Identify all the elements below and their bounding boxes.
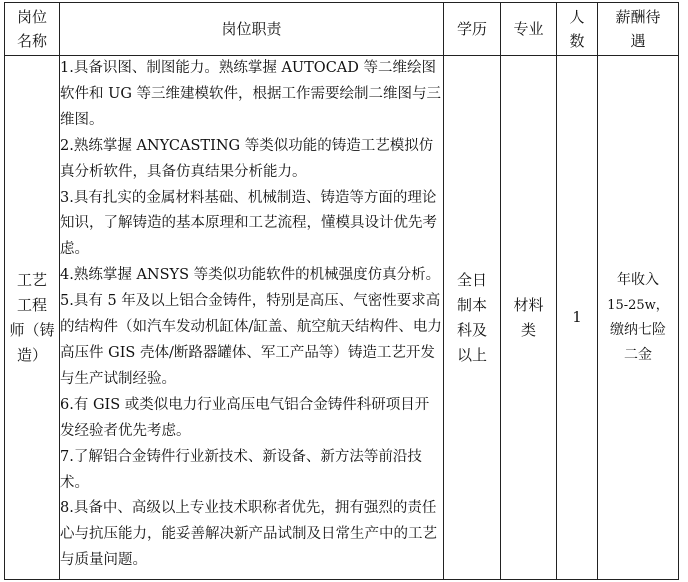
salary-line-1: 年收入 xyxy=(617,271,659,288)
duty-item-1: 1.具备识图、制图能力。熟练掌握 AUTOCAD 等二维绘图软件和 UG 等三维建模软件，根据工作需要绘制二维图与三维图。 xyxy=(60,60,442,128)
duty-item-7: 7.了解铝合金铸件行业新技术、新设备、新方法等前沿技术。 xyxy=(60,448,422,491)
duties-cell xyxy=(60,56,444,580)
major-line-1: 材料 xyxy=(513,295,544,314)
salary-cell xyxy=(598,56,679,580)
education-line-3: 科及 xyxy=(456,320,487,339)
header-salary-line-2: 遇 xyxy=(630,32,646,50)
headcount-cell: 1 xyxy=(557,56,598,580)
position-line-3: 师（铸 xyxy=(9,320,55,339)
education-line-4: 以上 xyxy=(456,345,487,364)
header-position xyxy=(5,3,60,56)
duty-item-8: 8.具备中、高级以上专业技术职称者优先，拥有强烈的责任心与抗压能力，能妥善解决新产品试制及日常生产中的工艺与质量问题。 xyxy=(60,500,437,569)
salary-line-4: 二金 xyxy=(624,346,652,363)
education-cell xyxy=(444,56,501,580)
salary-line-3: 缴纳七险 xyxy=(610,321,666,338)
header-headcount-line-1: 人 xyxy=(569,8,585,26)
header-headcount xyxy=(557,3,598,56)
header-headcount-line-2: 数 xyxy=(569,32,585,50)
header-salary-line-1: 薪酬待 xyxy=(615,8,661,26)
duty-item-4: 4.熟练掌握 ANSYS 等类似功能软件的机械强度仿真分析。 xyxy=(60,267,441,284)
education-line-2: 制本 xyxy=(456,295,487,314)
duty-item-3: 3.具有扎实的金属材料基础、机械制造、铸造等方面的理论知识，了解铸造的基本原理和工艺流程，懂模具设计优先考虑。 xyxy=(60,189,437,258)
job-row xyxy=(5,56,679,580)
education-line-1: 全日 xyxy=(456,270,487,289)
duty-item-6: 6.有 GIS 或类似电力行业高压电气铝合金铸件科研项目开发经验者优先考虑。 xyxy=(60,396,430,439)
position-line-2: 工程 xyxy=(16,295,47,314)
duty-item-2: 2.熟练掌握 ANYCASTING 等类似功能的铸造工艺模拟仿真分析软件，具备仿真结果分析能力。 xyxy=(60,137,434,180)
job-table xyxy=(4,2,679,580)
major-line-2: 类 xyxy=(520,320,536,339)
header-row xyxy=(5,3,679,56)
header-duties: 岗位职责 xyxy=(60,3,444,56)
major-cell xyxy=(501,56,557,580)
header-education: 学历 xyxy=(444,3,501,56)
header-position-line-2: 名称 xyxy=(16,32,47,50)
duty-item-5: 5.具有 5 年及以上铝合金铸件，特别是高压、气密性要求高的结构件（如汽车发动机缸体/缸盖、航空航天结构件、电力高压件 GIS 壳体/断路器罐体、军工产品等）铸造工艺开发与生产试制经验。 xyxy=(60,293,442,387)
salary-line-2: 15-25w， xyxy=(607,297,669,313)
position-line-1: 工艺 xyxy=(16,270,47,289)
header-major: 专业 xyxy=(501,3,557,56)
header-position-line-1: 岗位 xyxy=(16,8,47,26)
position-cell xyxy=(5,56,60,580)
header-salary xyxy=(598,3,679,56)
position-line-4: 造） xyxy=(16,345,47,364)
